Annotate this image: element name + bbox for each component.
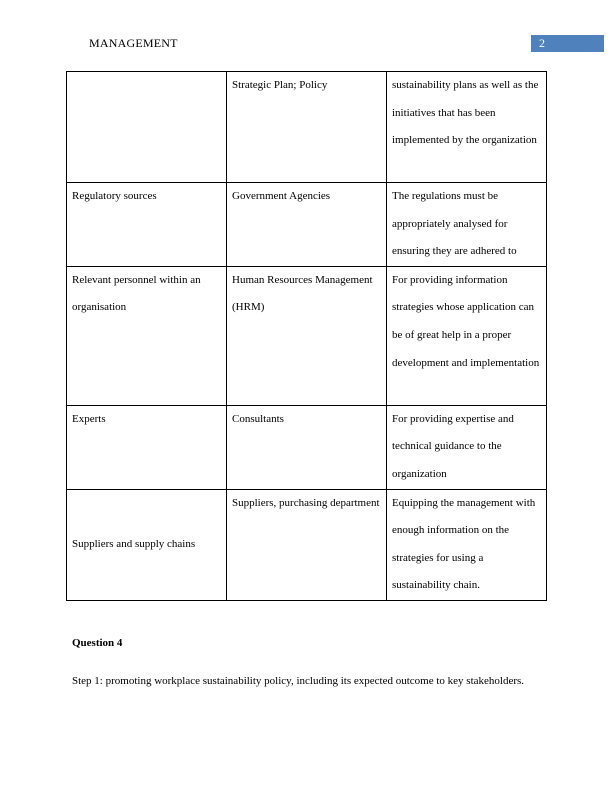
- stakeholder-table: [66, 71, 547, 601]
- table-cell: Consultants: [227, 405, 387, 489]
- table-row: [67, 183, 547, 267]
- table-cell: Suppliers, purchasing department: [227, 489, 387, 600]
- table-row: [67, 72, 547, 183]
- table-cell: sustainability plans as well as the initiatives that has been implemented by the organization: [387, 72, 547, 183]
- page-number: 2: [531, 35, 604, 52]
- table-cell: The regulations must be appropriately analysed for ensuring they are adhered to: [387, 183, 547, 267]
- question-heading: Question 4: [72, 637, 123, 649]
- table-cell: For providing information strategies whose application can be of great help in a proper development and implementation: [387, 266, 547, 405]
- header-title: MANAGEMENT: [89, 36, 178, 50]
- table-cell: [67, 72, 227, 183]
- table-cell: Equipping the management with enough information on the strategies for using a sustainability chain.: [387, 489, 547, 600]
- table-cell: Human Resources Management (HRM): [227, 266, 387, 405]
- table-cell: Suppliers and supply chains: [67, 489, 227, 600]
- table-cell: Relevant personnel within an organisation: [67, 266, 227, 405]
- table-row: [67, 266, 547, 405]
- table-cell: For providing expertise and technical guidance to the organization: [387, 405, 547, 489]
- table-row: [67, 489, 547, 600]
- table-cell: Regulatory sources: [67, 183, 227, 267]
- table-cell: Government Agencies: [227, 183, 387, 267]
- table-cell: Experts: [67, 405, 227, 489]
- table-cell: Strategic Plan; Policy: [227, 72, 387, 183]
- table-row: [67, 405, 547, 489]
- body-paragraph: Step 1: promoting workplace sustainability policy, including its expected outcome to key stakeholders.: [72, 675, 525, 687]
